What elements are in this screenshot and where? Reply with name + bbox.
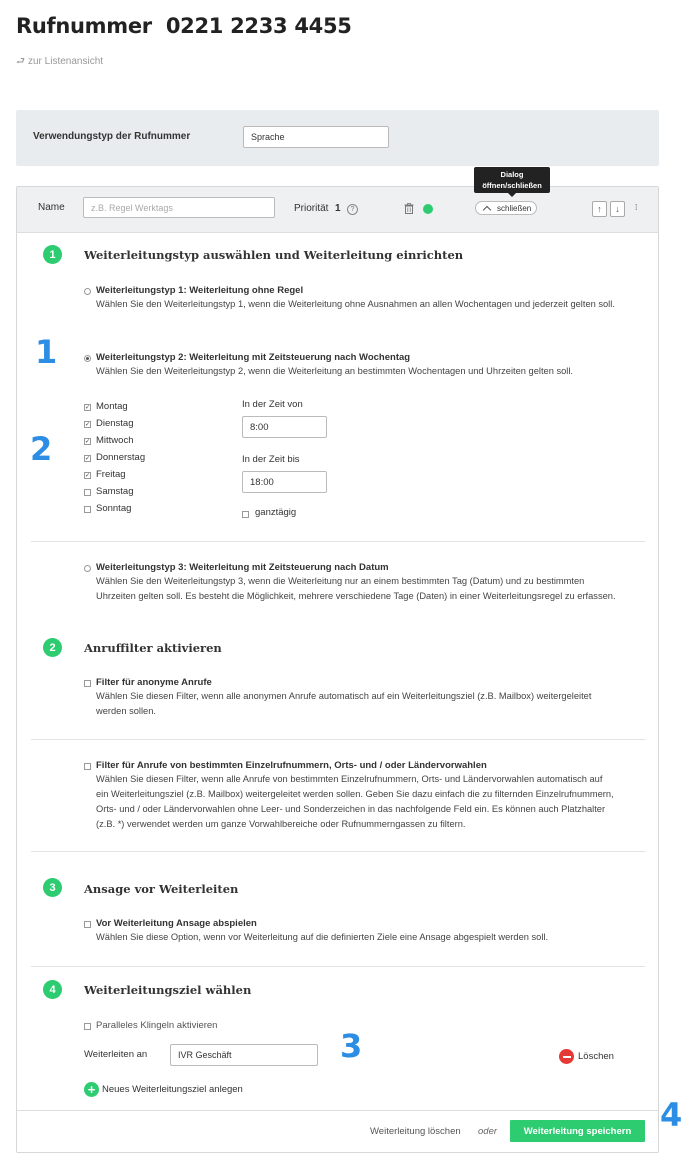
time-from-label: In der Zeit von	[242, 399, 303, 410]
weekday-label: Sonntag	[96, 503, 132, 514]
rule-name-label: Name	[38, 202, 65, 213]
back-link-label: zur Listenansicht	[28, 56, 104, 67]
delete-target-button[interactable]: Löschen	[578, 1051, 614, 1062]
section-4-heading: Weiterleitungsziel wählen	[84, 983, 252, 997]
or-separator: oder	[478, 1126, 498, 1137]
anonymous-filter-desc-line-2: werden sollen.	[96, 706, 156, 716]
rule-name-placeholder: z.B. Regel Werktags	[91, 202, 173, 213]
announcement-desc: Wählen Sie diese Option, wenn vor Weiterleitung auf die definierten Ziele eine Ansage abgespielt werden soll.	[96, 932, 549, 942]
forward-type-1-title: Weiterleitungstyp 1: Weiterleitung ohne Regel	[96, 285, 304, 296]
forward-target-input[interactable]: IVR Geschäft	[170, 1044, 318, 1066]
dialog-tooltip	[474, 167, 550, 193]
forward-type-3-desc-line-1: Wählen Sie den Weiterleitungstyp 3, wenn die Weiterleitung nur an einem bestimmten Tag (Datum) und zu bestimmten	[96, 576, 585, 586]
delete-rule-link[interactable]: Weiterleitung löschen	[370, 1126, 461, 1137]
allday-label: ganztägig	[255, 507, 297, 518]
annotation-number-4: 4	[660, 1096, 683, 1134]
annotation-number-3: 3	[340, 1027, 363, 1065]
tooltip-line-2: öffnen/schließen	[482, 181, 542, 190]
add-target-icon[interactable]: +	[84, 1082, 99, 1097]
help-icon[interactable]: ?	[347, 204, 358, 215]
delete-target-icon[interactable]	[559, 1049, 574, 1064]
time-from-input[interactable]: 8:00	[242, 416, 327, 438]
anonymous-filter-checkbox[interactable]	[84, 680, 91, 687]
divider	[31, 541, 645, 542]
time-to-input[interactable]: 18:00	[242, 471, 327, 493]
arrow-up-icon: ↑	[597, 204, 602, 214]
back-to-list-link[interactable]	[16, 54, 103, 71]
weekday-checkbox[interactable]: ✓	[85, 405, 91, 411]
number-filter-title: Filter für Anrufe von bestimmten Einzelrufnummern, Orts- und / oder Ländervorwahlen	[96, 760, 487, 771]
weekday-label: Mittwoch	[96, 435, 134, 446]
step-4-badge: 4	[43, 980, 62, 999]
forward-type-1-radio[interactable]	[84, 288, 91, 295]
priority-label: Priorität	[294, 203, 329, 214]
parallel-ringing-label: Paralleles Klingeln aktivieren	[96, 1020, 218, 1031]
number-filter-desc-line-1: Wählen Sie diesen Filter, wenn alle Anrufe von bestimmten Einzelrufnummern, Orts- und Ländervorwahlen automatisch auf	[96, 774, 603, 784]
chevron-up-icon	[483, 205, 491, 213]
forwarding-rule-card	[16, 186, 659, 1153]
divider	[31, 851, 645, 852]
arrow-down-icon: ↓	[615, 204, 620, 214]
priority-value: 1	[335, 203, 341, 214]
allday-checkbox[interactable]	[242, 511, 249, 518]
weekday-checkbox[interactable]: ✓	[85, 473, 91, 479]
step-2-badge: 2	[43, 638, 62, 657]
save-rule-button[interactable]: Weiterleitung speichern	[510, 1120, 645, 1142]
page-title: Rufnummer 0221 2233 4455	[16, 14, 352, 38]
forward-type-3-title: Weiterleitungstyp 3: Weiterleitung mit Zeitsteuerung nach Datum	[96, 562, 389, 573]
weekday-checkbox[interactable]: ✓	[85, 456, 91, 462]
anonymous-filter-title: Filter für anonyme Anrufe	[96, 677, 212, 688]
forward-to-label: Weiterleiten an	[84, 1049, 148, 1060]
weekday-label: Samstag	[96, 486, 134, 497]
active-status-dot	[423, 204, 433, 214]
number-filter-checkbox[interactable]	[84, 763, 91, 770]
divider	[31, 966, 645, 967]
weekday-label: Dienstag	[96, 418, 134, 429]
usage-type-input[interactable]: Sprache	[243, 126, 389, 148]
weekday-label: Freitag	[96, 469, 126, 480]
weekday-checkbox[interactable]: ✓	[85, 422, 91, 428]
number-filter-desc-line-3: Orts- und / oder Ländervorwahlen ohne Leer- und Sonderzeichen in das nachfolgende Feld ein. Es können auch Platzhalter	[96, 804, 606, 814]
weekday-label: Montag	[96, 401, 128, 412]
forward-type-1-desc: Wählen Sie den Weiterleitungstyp 1, wenn die Weiterleitung ohne Ausnahmen an allen Wochentagen und jederzeit gelten soll.	[96, 299, 615, 309]
weekday-label: Donnerstag	[96, 452, 146, 463]
annotation-number-2: 2	[30, 430, 53, 468]
forward-type-2-radio[interactable]	[84, 355, 91, 362]
section-3-heading: Ansage vor Weiterleiten	[84, 882, 239, 896]
forward-type-3-radio[interactable]	[84, 565, 91, 572]
tooltip-line-1: Dialog	[500, 170, 524, 179]
forward-type-2-title: Weiterleitungstyp 2: Weiterleitung mit Zeitsteuerung nach Wochentag	[96, 352, 411, 363]
move-up-button[interactable]	[592, 201, 607, 217]
move-down-button[interactable]	[610, 201, 625, 217]
add-target-link[interactable]: Neues Weiterleitungsziel anlegen	[102, 1084, 243, 1095]
number-filter-desc-line-2: ein Weiterleitungsziel (z.B. Mailbox) weitergeleitet werden sollen. Geben Sie dazu einfach die zu filternden Einzelrufnummern,	[96, 789, 614, 799]
time-to-label: In der Zeit bis	[242, 454, 300, 465]
section-1-heading: Weiterleitungstyp auswählen und Weiterleitung einrichten	[84, 248, 464, 262]
forward-type-2-desc: Wählen Sie den Weiterleitungstyp 2, wenn die Weiterleitung an bestimmten Wochentagen und Uhrzeiten gelten soll.	[96, 366, 574, 376]
rule-name-input[interactable]	[83, 197, 275, 218]
step-3-badge: 3	[43, 878, 62, 897]
weekday-checkbox[interactable]	[84, 489, 91, 496]
number-filter-desc-line-4: (z.B. *) verwendet werden um ganze Vorwahlbereiche oder Rufnummerngassen zu filtern.	[96, 819, 466, 829]
announcement-title: Vor Weiterleitung Ansage abspielen	[96, 918, 257, 929]
trash-icon[interactable]	[404, 203, 414, 217]
collapse-label: schließen	[497, 203, 532, 213]
return-arrow-icon: ⮐	[16, 56, 25, 67]
divider	[31, 739, 645, 740]
weekday-checkbox[interactable]	[84, 506, 91, 513]
usage-type-label: Verwendungstyp der Rufnummer	[33, 131, 191, 142]
collapse-button[interactable]	[475, 201, 537, 215]
forward-type-3-desc-line-2: Uhrzeiten gelten soll. Es besteht die Möglichkeit, mehrere verschiedene Tage (Daten) in einer Weiterleitungsregel zu erfassen.	[96, 591, 616, 601]
annotation-number-1: 1	[35, 333, 58, 371]
section-2-heading: Anruffilter aktivieren	[84, 641, 222, 655]
weekday-checkbox[interactable]: ✓	[85, 439, 91, 445]
announcement-checkbox[interactable]	[84, 921, 91, 928]
parallel-ringing-checkbox[interactable]	[84, 1023, 91, 1030]
anonymous-filter-desc-line-1: Wählen Sie diesen Filter, wenn alle anonymen Anrufe automatisch auf ein Weiterleitungsziel (z.B. Mailbox) weitergeleitet	[96, 691, 592, 701]
step-1-badge: 1	[43, 245, 62, 264]
